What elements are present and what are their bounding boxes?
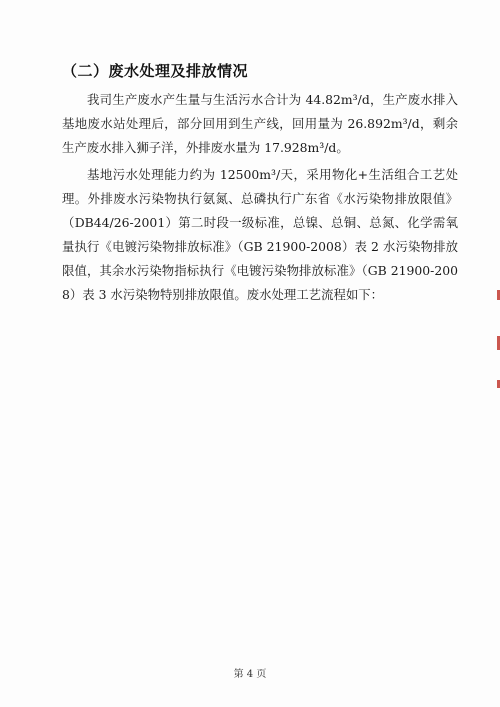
paragraph-wastewater-volume: 我司生产废水产生量与生活污水合计为 44.82m³/d，生产废水排入基地废水站处理后，部分回用到生产线，回用量为 26.892m³/d，剩余生产废水排入狮子洋，外排废水量为 17.928m³/d。 [62,92,458,155]
page-number: 第 4 页 [233,669,267,680]
paragraph-treatment-standards: 基地污水处理能力约为 12500m³/天，采用物化+生活组合工艺处理。外排废水污染物执行氨氮、总磷执行广东省《水污染物排放限值》（DB44/26-2001）第二时段一级标准，总镍、总铜、总氮、化学需氧量执行《电镀污染物排放标准》（GB 21900-2008）表 2 水污染物排放限值，其余水污染物指标执行《电镀污染物排放标准》（GB 21900-2008）表 3 水污染物特别排放限值。废水处理工艺流程如下： [62,167,458,302]
section-heading: （二）废水处理及排放情况 [62,62,249,80]
